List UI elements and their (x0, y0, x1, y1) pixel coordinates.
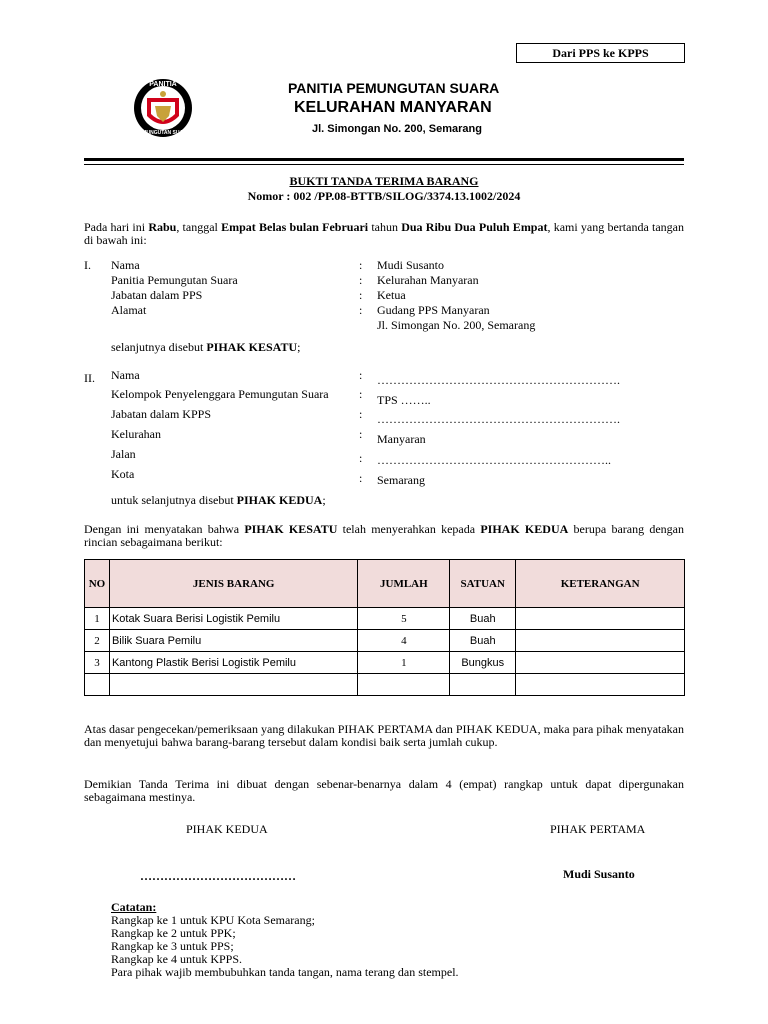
party1-colon: : (359, 273, 363, 287)
party1-colon: : (359, 288, 363, 302)
party2-colon: : (359, 451, 363, 465)
cell-note (516, 674, 685, 696)
party1-value: Ketua (377, 288, 406, 302)
party1-value: Gudang PPS Manyaran (377, 303, 490, 317)
cell-no: 2 (85, 630, 110, 652)
header-no: NO (85, 560, 110, 608)
org-title: PANITIA PEMUNGUTAN SUARA (288, 80, 500, 96)
party2-closing: untuk selanjutnya disebut PIHAK KEDUA; (111, 493, 326, 507)
party1-closing: selanjutnya disebut PIHAK KESATU; (111, 340, 301, 354)
copy-direction-badge: Dari PPS ke KPPS (516, 43, 685, 63)
party2-value: TPS …….. (377, 393, 431, 407)
party2-colon: : (359, 471, 363, 485)
party2-label: Kota (111, 467, 135, 481)
svg-text:PEMUNGUTAN SUARA: PEMUNGUTAN SUARA (135, 130, 191, 136)
cell-note (516, 608, 685, 630)
party2-value: ……………………………………………………. (377, 373, 620, 387)
header-note: KETERANGAN (516, 560, 685, 608)
party2-roman: II. (84, 371, 95, 385)
cell-unit: Buah (450, 608, 516, 630)
check-paragraph: Atas dasar pengecekan/pemeriksaan yang dilakukan PIHAK PERTAMA dan PIHAK KEDUA, maka para pihak menyatakan dan menyetujui bahwa barang-barang tersebut dalam kondisi baik serta jumlah cukup. (84, 722, 684, 749)
cell-no: 1 (85, 608, 110, 630)
notes-block (111, 901, 459, 979)
header-rule-thick (84, 158, 684, 161)
signature-right-name: Mudi Susanto (563, 867, 635, 881)
cell-no: 3 (85, 652, 110, 674)
doc-number: Nomor : 002 /PP.08-BTTB/SILOG/3374.13.1002/2024 (247, 189, 521, 203)
cell-note (516, 652, 685, 674)
svg-text:PANITIA: PANITIA (149, 81, 177, 88)
party1-address-line2: Jl. Simongan No. 200, Semarang (377, 318, 536, 332)
table-row (85, 608, 685, 630)
signature-left-name: ………………………………… (140, 869, 296, 883)
cell-qty: 4 (358, 630, 450, 652)
cell-unit: Buah (450, 630, 516, 652)
header-item: JENIS BARANG (109, 560, 357, 608)
doc-title: BUKTI TANDA TERIMA BARANG (289, 174, 479, 188)
cell-qty: 1 (358, 652, 450, 674)
cell-qty (358, 674, 450, 696)
party1-value: Mudi Susanto (377, 258, 445, 272)
statement-paragraph: Dengan ini menyatakan bahwa PIHAK KESATU telah menyerahkan kepada PIHAK KEDUA berupa barang dengan rincian sebagaimana berikut: (84, 522, 685, 549)
party2-label: Kelompok Penyelenggara Pemungutan Suara (111, 387, 329, 401)
cell-item (109, 674, 357, 696)
party1-label: Jabatan dalam PPS (111, 288, 203, 302)
cell-unit (450, 674, 516, 696)
party2-value: ………………………………………………….. (377, 453, 611, 467)
notes-line: Rangkap ke 3 untuk PPS; (111, 939, 234, 953)
cell-no (85, 674, 110, 696)
notes-heading: Catatan: (111, 900, 157, 914)
party1-roman: I. (84, 258, 91, 272)
cell-item: Kotak Suara Berisi Logistik Pemilu (109, 608, 357, 630)
table-row (85, 674, 685, 696)
signature-left-title: PIHAK KEDUA (186, 822, 268, 836)
party1-value: Kelurahan Manyaran (377, 273, 479, 287)
party2-label: Jalan (111, 447, 136, 461)
cell-qty: 5 (358, 608, 450, 630)
signature-right-title: PIHAK PERTAMA (550, 822, 646, 836)
closing-paragraph: Demikian Tanda Terima ini dibuat dengan sebenar-benarnya dalam 4 (empat) rangkap untuk dapat dipergunakan sebagaimana mestinya. (84, 777, 684, 804)
cell-item: Kantong Plastik Berisi Logistik Pemilu (109, 652, 357, 674)
intro-paragraph: Pada hari ini Rabu, tanggal Empat Belas bulan Februari tahun Dua Ribu Dua Puluh Empat, kami yang bertanda tangan di bawah ini: (84, 220, 684, 247)
party1-label: Alamat (111, 303, 147, 317)
party2-colon: : (359, 407, 363, 421)
party2-value: Manyaran (377, 432, 426, 446)
notes-line: Rangkap ke 2 untuk PPK; (111, 926, 236, 940)
party1-label: Nama (111, 258, 140, 272)
items-table (84, 559, 685, 696)
party2-colon: : (359, 427, 363, 441)
logo (133, 76, 193, 140)
table-header-row (85, 560, 685, 608)
party1-colon: : (359, 303, 363, 317)
org-address: Jl. Simongan No. 200, Semarang (312, 123, 482, 135)
party2-colon: : (359, 368, 363, 382)
cell-item: Bilik Suara Pemilu (109, 630, 357, 652)
header-unit: SATUAN (450, 560, 516, 608)
cell-unit: Bungkus (450, 652, 516, 674)
party2-value: Semarang (377, 473, 425, 487)
notes-line: Rangkap ke 4 untuk KPPS. (111, 952, 243, 966)
notes-line: Rangkap ke 1 untuk KPU Kota Semarang; (111, 913, 315, 927)
table-row (85, 652, 685, 674)
party2-label: Jabatan dalam KPPS (111, 407, 211, 421)
cell-note (516, 630, 685, 652)
party2-value: ……………………………………………………. (377, 412, 620, 426)
notes-line: Para pihak wajib membubuhkan tanda tangan, nama terang dan stempel. (111, 965, 459, 979)
org-subtitle: KELURAHAN MANYARAN (294, 99, 492, 116)
header-rule-thin (84, 164, 684, 165)
party2-label: Nama (111, 368, 140, 382)
table-row (85, 630, 685, 652)
party1-label: Panitia Pemungutan Suara (111, 273, 238, 287)
party2-colon: : (359, 387, 363, 401)
header-qty: JUMLAH (358, 560, 450, 608)
party2-label: Kelurahan (111, 427, 161, 441)
party1-colon: : (359, 258, 363, 272)
